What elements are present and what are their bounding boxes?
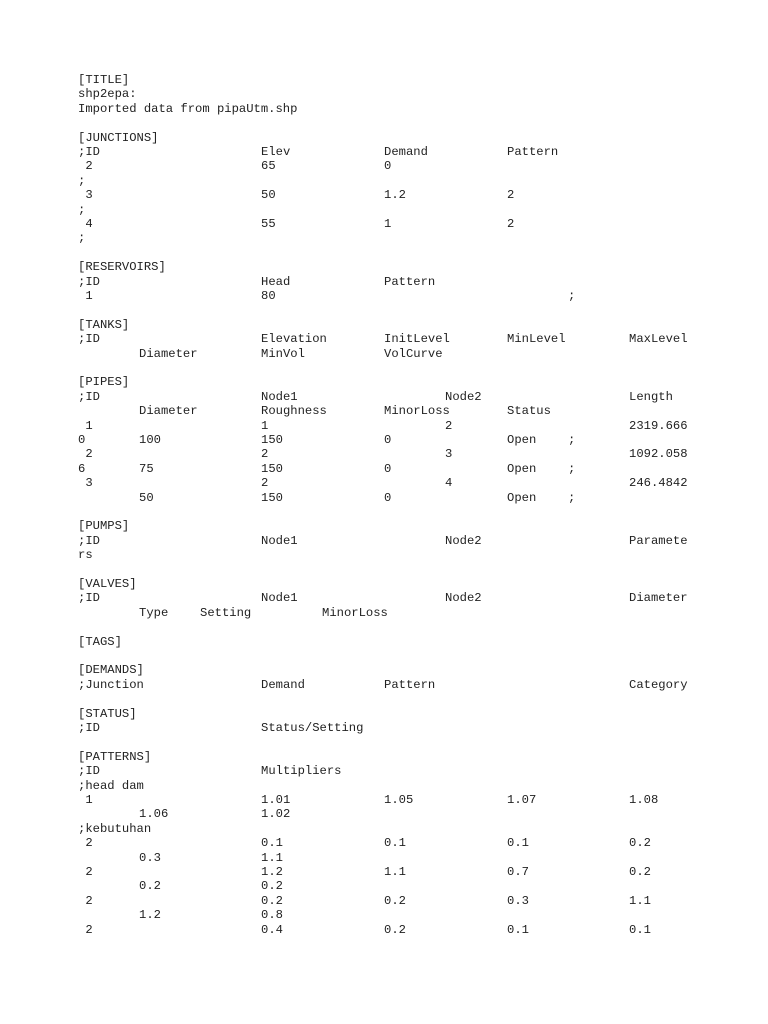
text-segment: 1.01: [261, 793, 291, 807]
text-segment: 1.1: [384, 865, 406, 879]
text-segment: 1: [78, 793, 93, 807]
text-segment: MinorLoss: [384, 404, 450, 419]
text-segment: Node1: [261, 591, 298, 606]
text-segment: 150: [261, 490, 283, 505]
text-segment: 1.07: [507, 793, 537, 807]
text-segment: [VALVES]: [78, 577, 137, 591]
text-segment: 0: [384, 159, 392, 174]
text-segment: 65: [261, 159, 276, 174]
text-segment: ;head dam: [78, 778, 144, 793]
text-segment: Imported data from pipaUtm.shp: [78, 101, 298, 116]
text-segment: 2: [261, 447, 269, 462]
text-segment: [PIPES]: [78, 375, 130, 390]
text-segment: ;: [568, 461, 576, 476]
text-segment: Pattern: [384, 274, 436, 289]
text-segment: Category: [629, 677, 688, 692]
text-segment: Open: [507, 461, 537, 476]
text-segment: Open: [507, 433, 537, 447]
text-segment: shp2epa:: [78, 87, 137, 102]
text-segment: 0.1: [261, 836, 283, 851]
text-segment: ;: [78, 231, 86, 246]
text-segment: [TANKS]: [78, 317, 130, 332]
text-segment: ;kebutuhan: [78, 821, 152, 836]
text-segment: 0: [384, 433, 392, 447]
text-segment: 3: [445, 447, 453, 462]
text-segment: 2: [445, 418, 453, 433]
text-segment: 2: [78, 893, 93, 908]
text-segment: 0.8: [261, 908, 283, 923]
text-segment: 0.1: [507, 836, 529, 851]
text-segment: 2: [507, 217, 515, 231]
text-segment: Node2: [445, 389, 482, 404]
text-segment: ;ID: [78, 764, 100, 779]
text-segment: 2: [78, 865, 93, 879]
text-segment: ;ID: [78, 721, 100, 735]
text-segment: 150: [261, 433, 283, 447]
text-segment: 6: [78, 461, 86, 476]
text-segment: VolCurve: [384, 346, 443, 361]
text-segment: Demand: [261, 677, 305, 692]
text-segment: Node2: [445, 533, 482, 548]
text-segment: Setting: [200, 605, 252, 620]
text-segment: 4: [445, 476, 453, 491]
text-segment: 1.06: [139, 807, 169, 822]
text-segment: 1.1: [261, 850, 283, 865]
text-segment: 0: [384, 490, 392, 505]
text-segment: 1: [384, 217, 392, 231]
text-segment: Status/Setting: [261, 721, 364, 735]
text-segment: 1.08: [629, 793, 659, 807]
text-segment: Pattern: [384, 677, 436, 692]
text-segment: Node2: [445, 591, 482, 606]
text-segment: 100: [139, 433, 161, 447]
text-segment: Demand: [384, 145, 428, 159]
text-segment: 2: [78, 836, 93, 851]
text-segment: Diameter: [629, 591, 688, 606]
text-segment: 3: [78, 476, 93, 491]
text-segment: Node1: [261, 533, 298, 548]
text-segment: Type: [139, 605, 169, 620]
text-segment: 3: [78, 188, 93, 203]
text-segment: 50: [139, 490, 154, 505]
text-segment: 0.1: [384, 836, 406, 851]
text-segment: 1.2: [139, 908, 161, 923]
text-segment: Diameter: [139, 404, 198, 419]
text-segment: Length: [629, 389, 673, 404]
text-segment: Elevation: [261, 332, 327, 347]
text-segment: 0.4: [261, 922, 283, 937]
text-segment: 1.2: [261, 865, 283, 879]
text-segment: Elev: [261, 145, 291, 159]
text-segment: [TITLE]: [78, 73, 130, 87]
text-segment: ;: [78, 173, 86, 188]
text-segment: 1.2: [384, 188, 406, 203]
text-segment: 2: [261, 476, 269, 491]
text-segment: Roughness: [261, 404, 327, 419]
text-segment: [JUNCTIONS]: [78, 130, 159, 145]
text-segment: 0.2: [629, 865, 651, 879]
text-segment: 0: [78, 433, 86, 447]
text-segment: Multipliers: [261, 764, 342, 779]
text-segment: 0.1: [629, 922, 651, 937]
text-segment: 0.2: [261, 893, 283, 908]
text-segment: MinorLoss: [322, 605, 388, 620]
text-segment: 4: [78, 217, 93, 231]
text-segment: 2: [78, 447, 93, 462]
text-segment: [PUMPS]: [78, 519, 130, 534]
text-segment: ;ID: [78, 274, 100, 289]
text-segment: [TAGS]: [78, 634, 122, 649]
text-segment: Status: [507, 404, 551, 419]
text-segment: 1.1: [629, 893, 651, 908]
text-segment: 50: [261, 188, 276, 203]
text-segment: 0.2: [384, 893, 406, 908]
text-segment: ;Junction: [78, 677, 144, 692]
text-segment: 0.2: [384, 922, 406, 937]
text-segment: 2: [78, 922, 93, 937]
text-segment: 55: [261, 217, 276, 231]
text-segment: ;: [568, 433, 576, 447]
text-segment: 1: [78, 418, 93, 433]
text-segment: 1.05: [384, 793, 414, 807]
text-segment: 2: [78, 159, 93, 174]
text-segment: 0.3: [507, 893, 529, 908]
text-segment: 1: [261, 418, 269, 433]
text-segment: ;ID: [78, 332, 100, 347]
text-segment: Open: [507, 490, 537, 505]
text-segment: 1092.058: [629, 447, 688, 462]
text-segment: [STATUS]: [78, 706, 137, 721]
text-segment: [PATTERNS]: [78, 749, 152, 764]
text-segment: ;: [568, 289, 576, 303]
text-segment: MaxLevel: [629, 332, 688, 347]
text-segment: rs: [78, 548, 93, 563]
text-segment: 0.3: [139, 850, 161, 865]
text-segment: 2: [507, 188, 515, 203]
text-segment: 0.1: [507, 922, 529, 937]
text-segment: [RESERVOIRS]: [78, 260, 166, 275]
text-segment: 0.2: [139, 879, 161, 894]
text-segment: InitLevel: [384, 332, 450, 347]
text-segment: Pattern: [507, 145, 559, 159]
text-segment: ;ID: [78, 389, 100, 404]
text-segment: 0: [384, 461, 392, 476]
text-segment: ;: [568, 490, 576, 505]
text-segment: 0.7: [507, 865, 529, 879]
text-segment: ;: [78, 202, 86, 217]
text-segment: 0.2: [629, 836, 651, 851]
text-segment: 2319.666: [629, 418, 688, 433]
text-segment: ;ID: [78, 145, 100, 159]
text-segment: 0.2: [261, 879, 283, 894]
text-segment: ;ID: [78, 591, 100, 606]
text-segment: ;ID: [78, 533, 100, 548]
text-segment: 75: [139, 461, 154, 476]
text-segment: 1: [78, 289, 93, 303]
text-segment: Paramete: [629, 533, 688, 548]
text-segment: 80: [261, 289, 276, 303]
text-segment: Node1: [261, 389, 298, 404]
text-segment: Head: [261, 274, 291, 289]
text-segment: 1.02: [261, 807, 291, 822]
text-segment: Diameter: [139, 346, 198, 361]
text-segment: MinVol: [261, 346, 305, 361]
text-segment: 246.4842: [629, 476, 688, 491]
text-segment: MinLevel: [507, 332, 566, 347]
text-segment: [DEMANDS]: [78, 663, 144, 678]
text-segment: 150: [261, 461, 283, 476]
